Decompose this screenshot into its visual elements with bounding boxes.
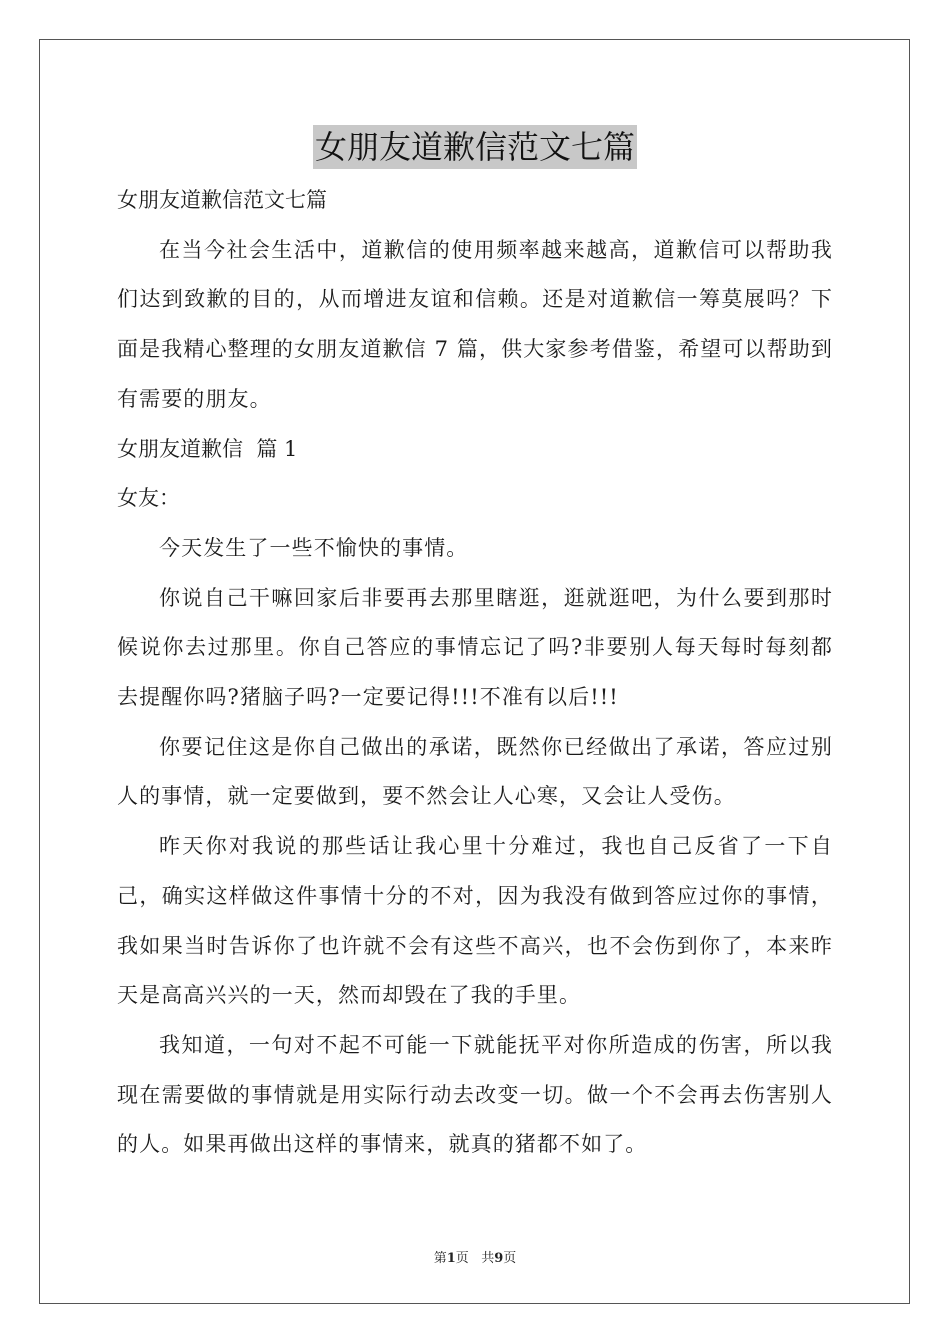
body-paragraph: 你要记住这是你自己做出的承诺，既然你已经做出了承诺，答应过别人的事情，就一定要做到，要不然会让人心寒，又会让人受伤。	[117, 734, 833, 809]
page-prefix: 第	[433, 1251, 447, 1266]
body-paragraph: 你说自己干嘛回家后非要再去那里瞎逛，逛就逛吧，为什么要到那时候说你去过那里。你自己答应的事情忘记了吗?非要别人每天每时每刻都去提醒你吗?猪脑子吗?一定要记得!!!不准有以后!!!	[117, 585, 833, 710]
page-number: 1	[446, 1251, 456, 1266]
page-footer	[0, 1247, 950, 1266]
title-container	[0, 125, 950, 169]
subtitle: 女朋友道歉信范文七篇	[117, 188, 327, 212]
intro-paragraph: 在当今社会生活中，道歉信的使用频率越来越高，道歉信可以帮助我们达到致歉的目的，从而增进友谊和信赖。还是对道歉信一筹莫展吗？下面是我精心整理的女朋友道歉信 7 篇，供大家参考借鉴，希望可以帮助到有需要的朋友。	[117, 237, 833, 411]
body-paragraph: 昨天你对我说的那些话让我心里十分难过，我也自己反省了一下自己，确实这样做这件事情十分的不对，因为我没有做到答应过你的事情，我如果当时告诉你了也许就不会有这些不高兴，也不会伤到你了，本来昨天是高高兴兴的一天，然而却毁在了我的手里。	[117, 834, 833, 1008]
total-prefix: 共	[481, 1251, 495, 1266]
body-paragraph: 今天发生了一些不愉快的事情。	[159, 535, 469, 560]
salutation: 女友：	[117, 486, 180, 511]
body-paragraph: 我知道，一句对不起不可能一下就能抚平对你所造成的伤害，所以我现在需要做的事情就是用实际行动去改变一切。做一个不会再去伤害别人的人。如果再做出这样的事情来，就真的猪都不如了。	[117, 1032, 833, 1157]
page-suffix: 页	[455, 1251, 469, 1266]
document-body	[117, 176, 833, 1170]
section-heading: 女朋友道歉信 篇 1	[117, 436, 298, 461]
total-pages: 9	[494, 1251, 504, 1266]
total-suffix: 页	[503, 1251, 517, 1266]
document-title: 女朋友道歉信范文七篇	[313, 125, 637, 169]
